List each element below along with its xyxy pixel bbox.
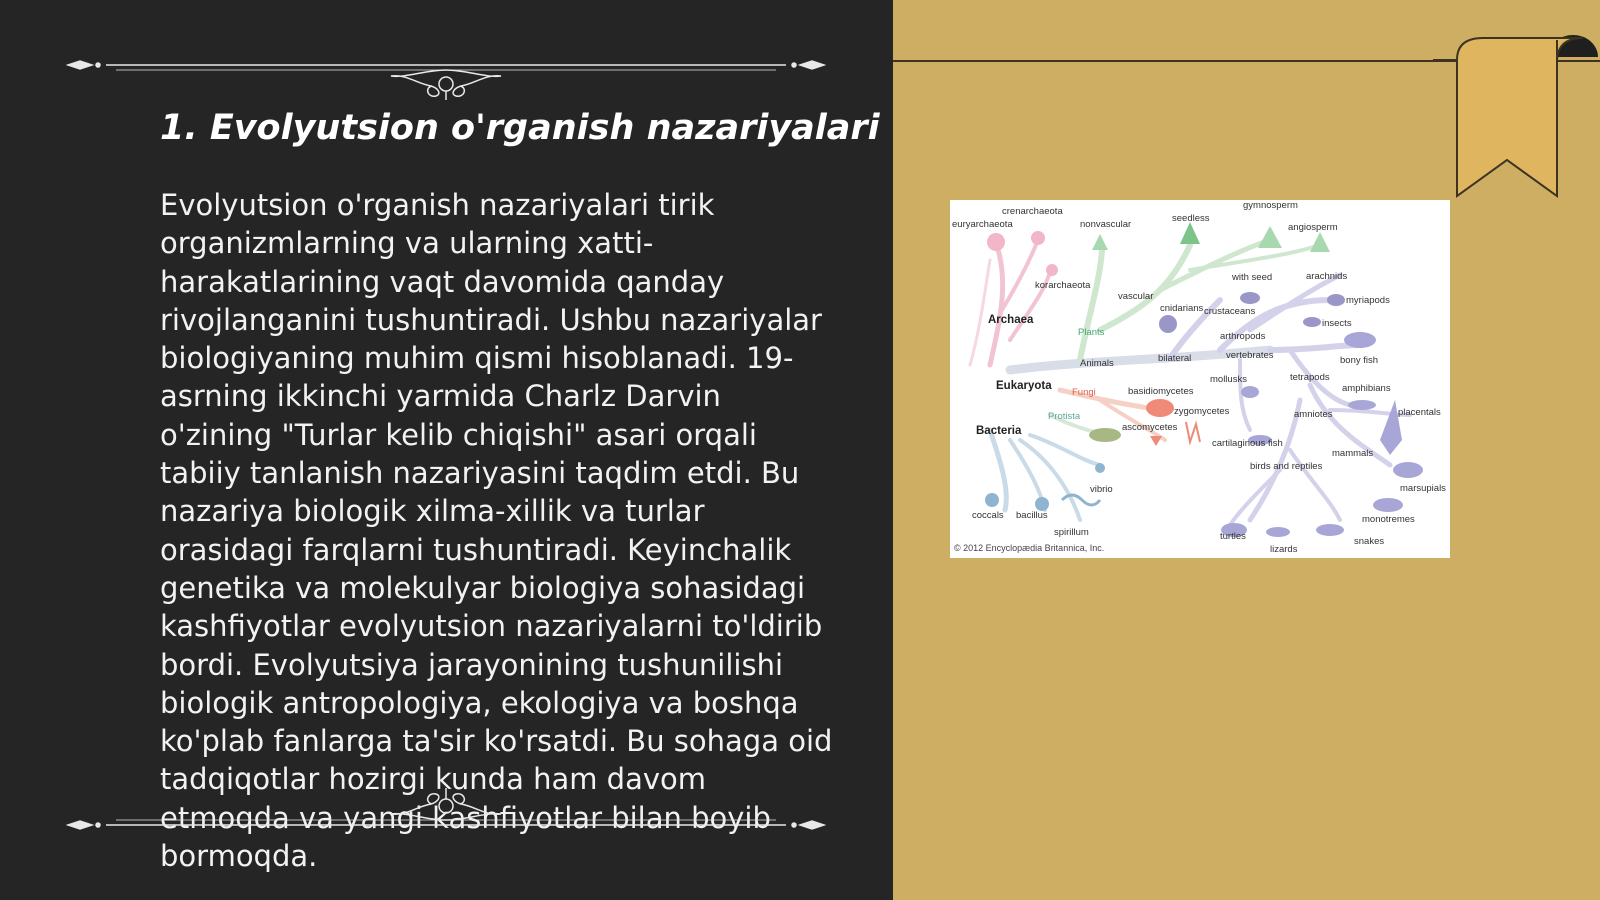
label-crustaceans: crustaceans xyxy=(1204,306,1256,317)
label-turtles: turtles xyxy=(1220,531,1246,542)
label-monotremes: monotremes xyxy=(1362,514,1415,525)
label-tetrapods: tetrapods xyxy=(1290,372,1330,383)
label-gymnosperm: gymnosperm xyxy=(1243,200,1298,211)
label-placentals: placentals xyxy=(1398,407,1441,418)
label-euryarchaeota: euryarchaeota xyxy=(952,219,1013,230)
label-cnidarians: cnidarians xyxy=(1160,303,1204,314)
label-bilateral: bilateral xyxy=(1158,353,1192,364)
label-protista: Protista xyxy=(1048,411,1081,422)
label-fungi: Fungi xyxy=(1072,387,1096,398)
label-amniotes: amniotes xyxy=(1294,409,1333,420)
label-lizards: lizards xyxy=(1270,544,1298,555)
bookmark-ribbon-icon xyxy=(1433,0,1600,200)
image-panel xyxy=(893,0,1600,900)
label-marsupials: marsupials xyxy=(1400,483,1446,494)
label-birds-reptiles: birds and reptiles xyxy=(1250,461,1323,472)
label-ascomycetes: ascomycetes xyxy=(1122,422,1178,433)
label-bony-fish: bony fish xyxy=(1340,355,1379,366)
label-arthropods: arthropods xyxy=(1220,331,1266,342)
label-myriapods: myriapods xyxy=(1346,295,1390,306)
copyright-notice: © 2012 Encyclopædia Britannica, Inc. xyxy=(954,543,1105,553)
label-insects: insects xyxy=(1322,318,1352,329)
label-vertebrates: vertebrates xyxy=(1226,350,1274,361)
tree-of-life-diagram xyxy=(950,200,1450,558)
label-zygomycetes: zygomycetes xyxy=(1174,406,1230,417)
flourish-divider-icon xyxy=(66,775,826,835)
flourish-divider-icon xyxy=(66,40,826,100)
slide-body-text: Evolyutsion o'rganish nazariyalari tirik organizmlarning va ularning xatti-harakatlarining vaqt davomida qanday rivojlanganini tushuntiradi. Ushbu nazariyalar biologiyaning muhim qismi hisoblanadi. 19-asrning ikkinchi yarmida Charlz Darvin o'zining "Turlar kelib chiqishi" asari orqali tabiiy tanlanish nazariyasini taqdim etdi. Bu nazariya biologik xilma-xillik va turlar orasidagi farqlarni tushuntiradi. Keyinchalik genetika va molekulyar biologiya sohasidagi kashfiyotlar evolyutsion nazariyalarni to'ldirib bordi. Evolyutsiya jarayonining tushunilishi biologik antropologiya, ekologiya va boshqa ko'plab fanlarga ta'sir ko'rsatdi. Bu sohaga oid tadqiqotlar hozirgi kunda ham davom etmoqda va yangi kashfiyotlar bilan boyib bormoqda. xyxy=(160,188,833,874)
label-nonvascular: nonvascular xyxy=(1080,219,1132,230)
label-angiosperm: angiosperm xyxy=(1288,222,1338,233)
label-snakes: snakes xyxy=(1354,536,1385,547)
label-vascular: vascular xyxy=(1118,291,1154,302)
label-vibrio: vibrio xyxy=(1090,484,1113,495)
label-korarchaeota: korarchaeota xyxy=(1035,280,1091,291)
label-seedless: seedless xyxy=(1172,213,1210,224)
tree-of-life-illustration xyxy=(950,200,1450,558)
label-animals: Animals xyxy=(1080,358,1114,369)
label-basidiomycetes: basidiomycetes xyxy=(1128,386,1194,397)
label-spirillum: spirillum xyxy=(1054,527,1089,538)
label-eukaryota: Eukaryota xyxy=(996,380,1052,392)
slide-title: 1. Evolyutsion o'rganish nazariyalari xyxy=(160,108,880,148)
label-crenarchaeota: crenarchaeota xyxy=(1002,206,1063,217)
label-arachnids: arachnids xyxy=(1306,271,1348,282)
label-bacteria: Bacteria xyxy=(976,425,1022,437)
label-bacillus: bacillus xyxy=(1016,510,1048,521)
label-mollusks: mollusks xyxy=(1210,374,1247,385)
label-archaea: Archaea xyxy=(988,314,1034,326)
label-coccals: coccals xyxy=(972,510,1004,521)
label-cartilaginous-fish: cartilaginous fish xyxy=(1212,438,1283,449)
label-mammals: mammals xyxy=(1332,448,1374,459)
label-plants: Plants xyxy=(1078,327,1105,338)
label-with-seed: with seed xyxy=(1232,272,1273,283)
label-amphibians: amphibians xyxy=(1342,383,1391,394)
